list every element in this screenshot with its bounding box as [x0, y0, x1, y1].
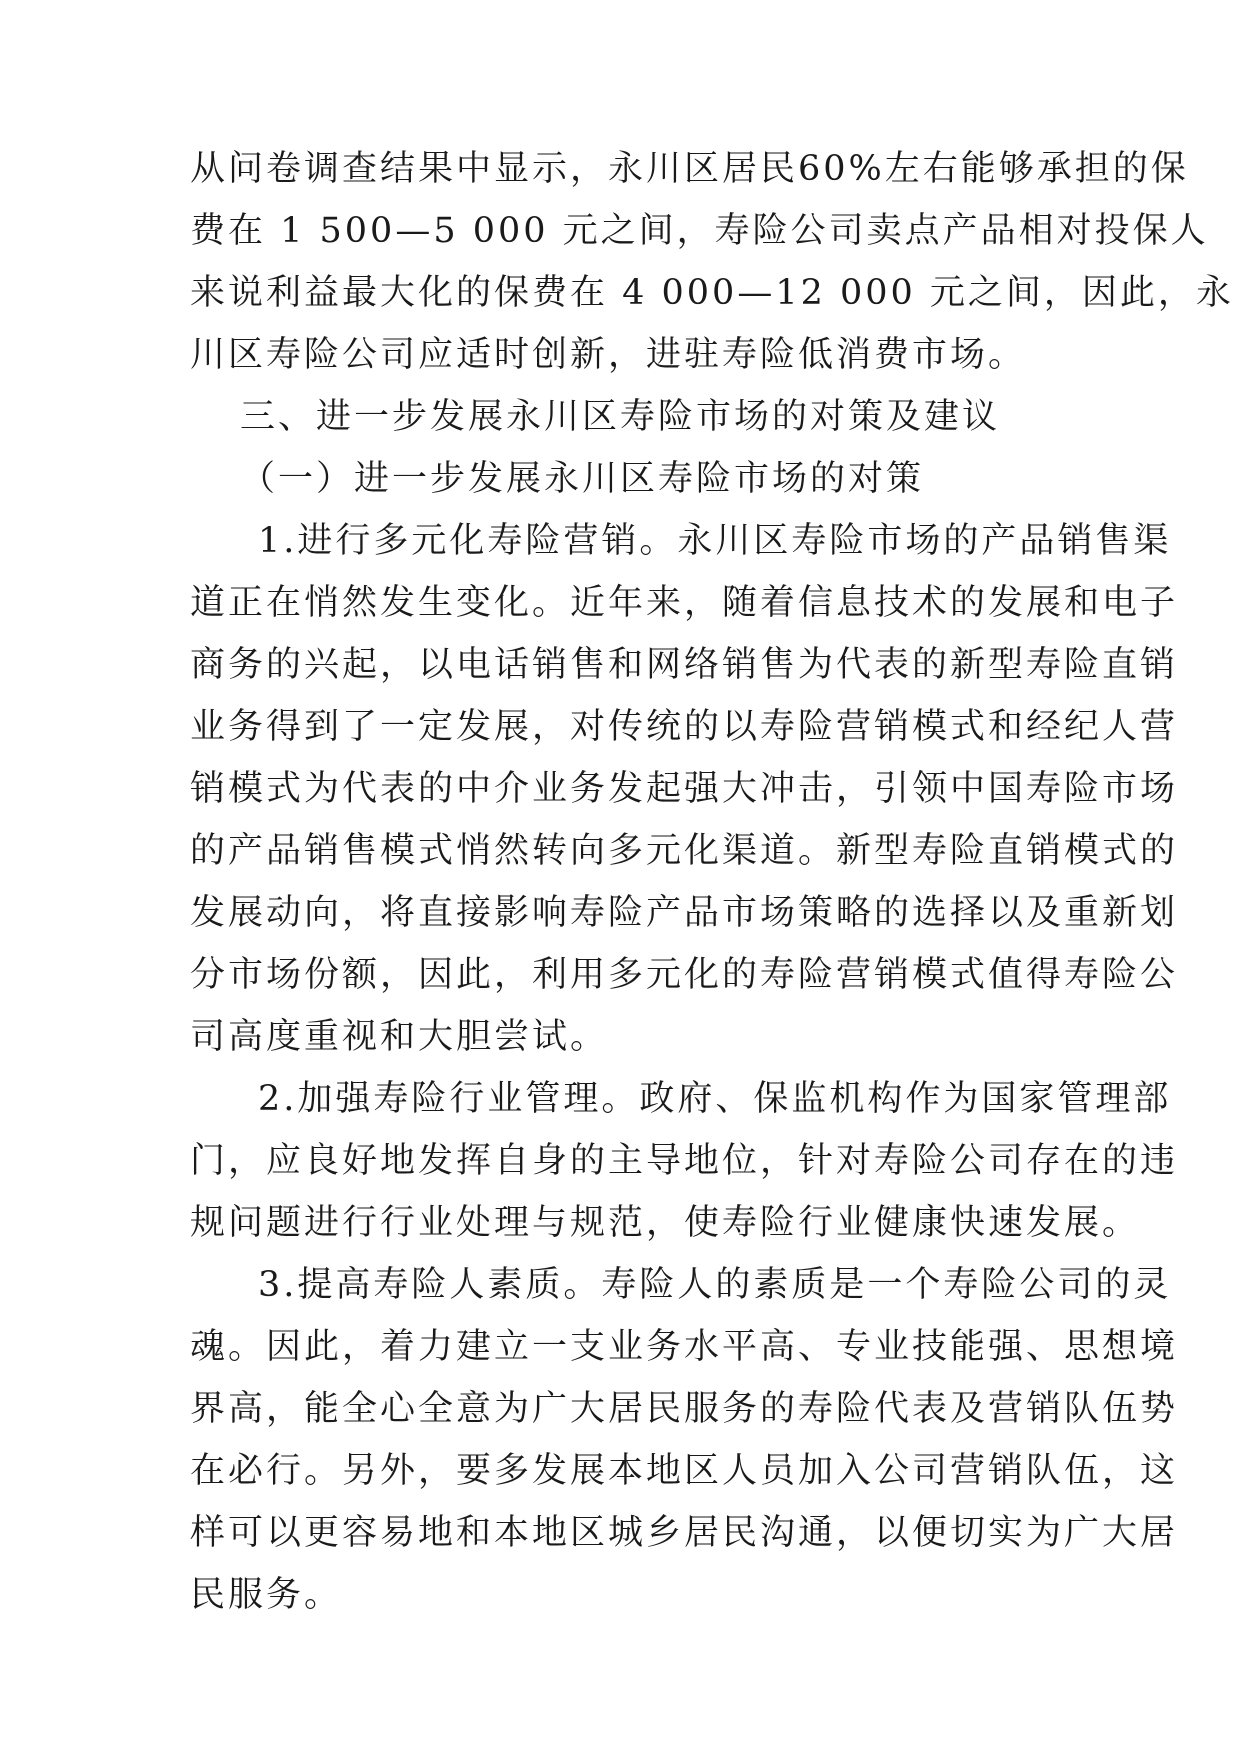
item-1-paragraph — [190, 510, 1179, 1068]
text-line: 门，应良好地发挥自身的主导地位，针对寿险公司存在的违 — [190, 1141, 1179, 1181]
text-line: 3.提高寿险人素质。寿险人的素质是一个寿险公司的灵 — [258, 1265, 1172, 1305]
text-line: 商务的兴起，以电话销售和网络销售为代表的新型寿险直销 — [190, 645, 1179, 685]
text-line: 2.加强寿险行业管理。政府、保监机构作为国家管理部 — [258, 1079, 1172, 1119]
text-line: 来说利益最大化的保费在 4 000—12 000 元之间，因此，永 — [190, 273, 1234, 313]
text-line: 费在 1 500—5 000 元之间，寿险公司卖点产品相对投保人 — [190, 211, 1209, 251]
text-line: 的产品销售模式悄然转向多元化渠道。新型寿险直销模式的 — [190, 831, 1179, 871]
section-heading-block — [190, 386, 1050, 448]
item-3-paragraph — [190, 1254, 1179, 1626]
text-line: 道正在悄然发生变化。近年来，随着信息技术的发展和电子 — [190, 583, 1179, 623]
text-line: 从问卷调查结果中显示，永川区居民60%左右能够承担的保 — [190, 149, 1189, 189]
subsection-heading-block — [190, 448, 1050, 510]
text-line: 民服务。 — [190, 1575, 343, 1615]
text-line: 销模式为代表的中介业务发起强大冲击，引领中国寿险市场 — [190, 769, 1179, 809]
text-line: 1.进行多元化寿险营销。永川区寿险市场的产品销售渠 — [258, 521, 1172, 561]
text-line: 在必行。另外，要多发展本地区人员加入公司营销队伍，这 — [190, 1451, 1179, 1491]
text-line: 业务得到了一定发展，对传统的以寿险营销模式和经纪人营 — [190, 707, 1179, 747]
text-line: 规问题进行行业处理与规范，使寿险行业健康快速发展。 — [190, 1203, 1141, 1243]
section-heading: 三、进一步发展永川区寿险市场的对策及建议 — [240, 397, 1001, 437]
text-line: 样可以更容易地和本地区城乡居民沟通，以便切实为广大居 — [190, 1513, 1179, 1553]
subsection-heading: （一）进一步发展永川区寿险市场的对策 — [240, 459, 925, 499]
text-line: 魂。因此，着力建立一支业务水平高、专业技能强、思想境 — [190, 1327, 1179, 1367]
text-line: 司高度重视和大胆尝试。 — [190, 1017, 609, 1057]
intro-paragraph — [190, 138, 1234, 386]
text-line: 分市场份额，因此，利用多元化的寿险营销模式值得寿险公 — [190, 955, 1179, 995]
text-line: 发展动向，将直接影响寿险产品市场策略的选择以及重新划 — [190, 893, 1179, 933]
text-line: 川区寿险公司应适时创新，进驻寿险低消费市场。 — [190, 335, 1027, 375]
text-line: 界高，能全心全意为广大居民服务的寿险代表及营销队伍势 — [190, 1389, 1179, 1429]
item-2-paragraph — [190, 1068, 1179, 1254]
